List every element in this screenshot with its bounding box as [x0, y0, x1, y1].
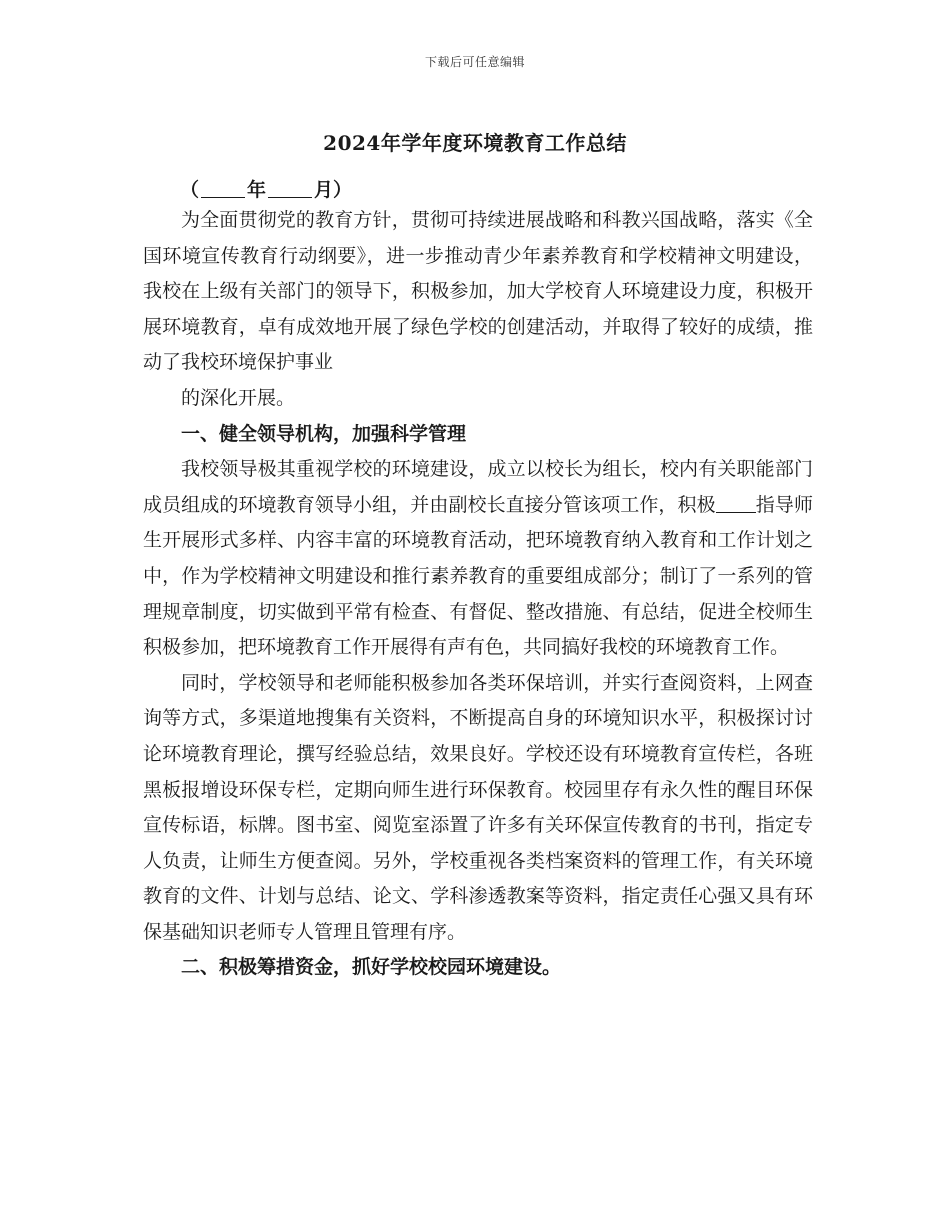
fill-blank [716, 494, 756, 513]
section-heading-2: 二、积极筹措资金，抓好学校校园环境建设。 [181, 956, 562, 979]
document-title: 2024年学年度环境教育工作总结 [323, 131, 627, 155]
paragraph-leadership [143, 452, 813, 666]
year-blank [201, 179, 245, 198]
paragraph-leadership-part2: 指导师生开展形式多样、内容丰富的环境教育活动，把环境教育纳入教育和工作计划之中，作为学校精神文明建设和推行素养教育的重要组成部分；制订了一系列的管理规章制度，切实做到平常有检查、有督促、整改措施、有总结，促进全校师生积极参加，把环境教育工作开展得有声有色，共同搞好我校的环境教育工作。 [143, 493, 813, 659]
date-open: （ [180, 179, 200, 201]
document-body [143, 203, 813, 986]
paragraph-training: 同时，学校领导和老师能积极参加各类环保培训，并实行查阅资料，上网查询等方式，多渠道地搜集有关资料，不断提高自身的环境知识水平，积极探讨讨论环境教育理论，撰写经验总结，效果良好。学校还设有环境教育宣传栏，各班黑板报增设环保专栏，定期向师生进行环保教育。校园里存有永久性的醒目环保宣传标语，标牌。图书室、阅览室添置了许多有关环保宣传教育的书刊，指定专人负责，让师生方便查阅。另外，学校重视各类档案资料的管理工作，有关环境教育的文件、计划与总结、论文、学科渗透教案等资料，指定责任心强又具有环保基础知识老师专人管理且管理有序。 [143, 671, 813, 943]
section-heading-1: 一、健全领导机构，加强科学管理 [181, 422, 467, 445]
date-line [180, 175, 352, 202]
paragraph-intro: 为全面贯彻党的教育方针，贯彻可持续进展战略和科教兴国战略，落实《全国环境宣传教育行动纲要》，进一步推动青少年素养教育和学校精神文明建设，我校在上级有关部门的领导下，积极参加，加大学校育人环境建设力度，积极开展环境教育，卓有成效地开展了绿色学校的创建活动，并取得了较好的成绩，推动了我校环境保护事业 [143, 209, 813, 374]
date-year: 年 [247, 179, 267, 201]
month-blank [268, 179, 312, 198]
date-month: 月） [314, 179, 353, 201]
paragraph-intro-tail: 的深化开展。 [181, 386, 296, 409]
paragraph-leadership-part1: 我校领导极其重视学校的环境建设，成立以校长为组长，校内有关职能部门成员组成的环境教育领导小组，并由副校长直接分管该项工作，积极 [143, 458, 813, 516]
page-header: 下载后可任意编辑 [424, 55, 525, 69]
